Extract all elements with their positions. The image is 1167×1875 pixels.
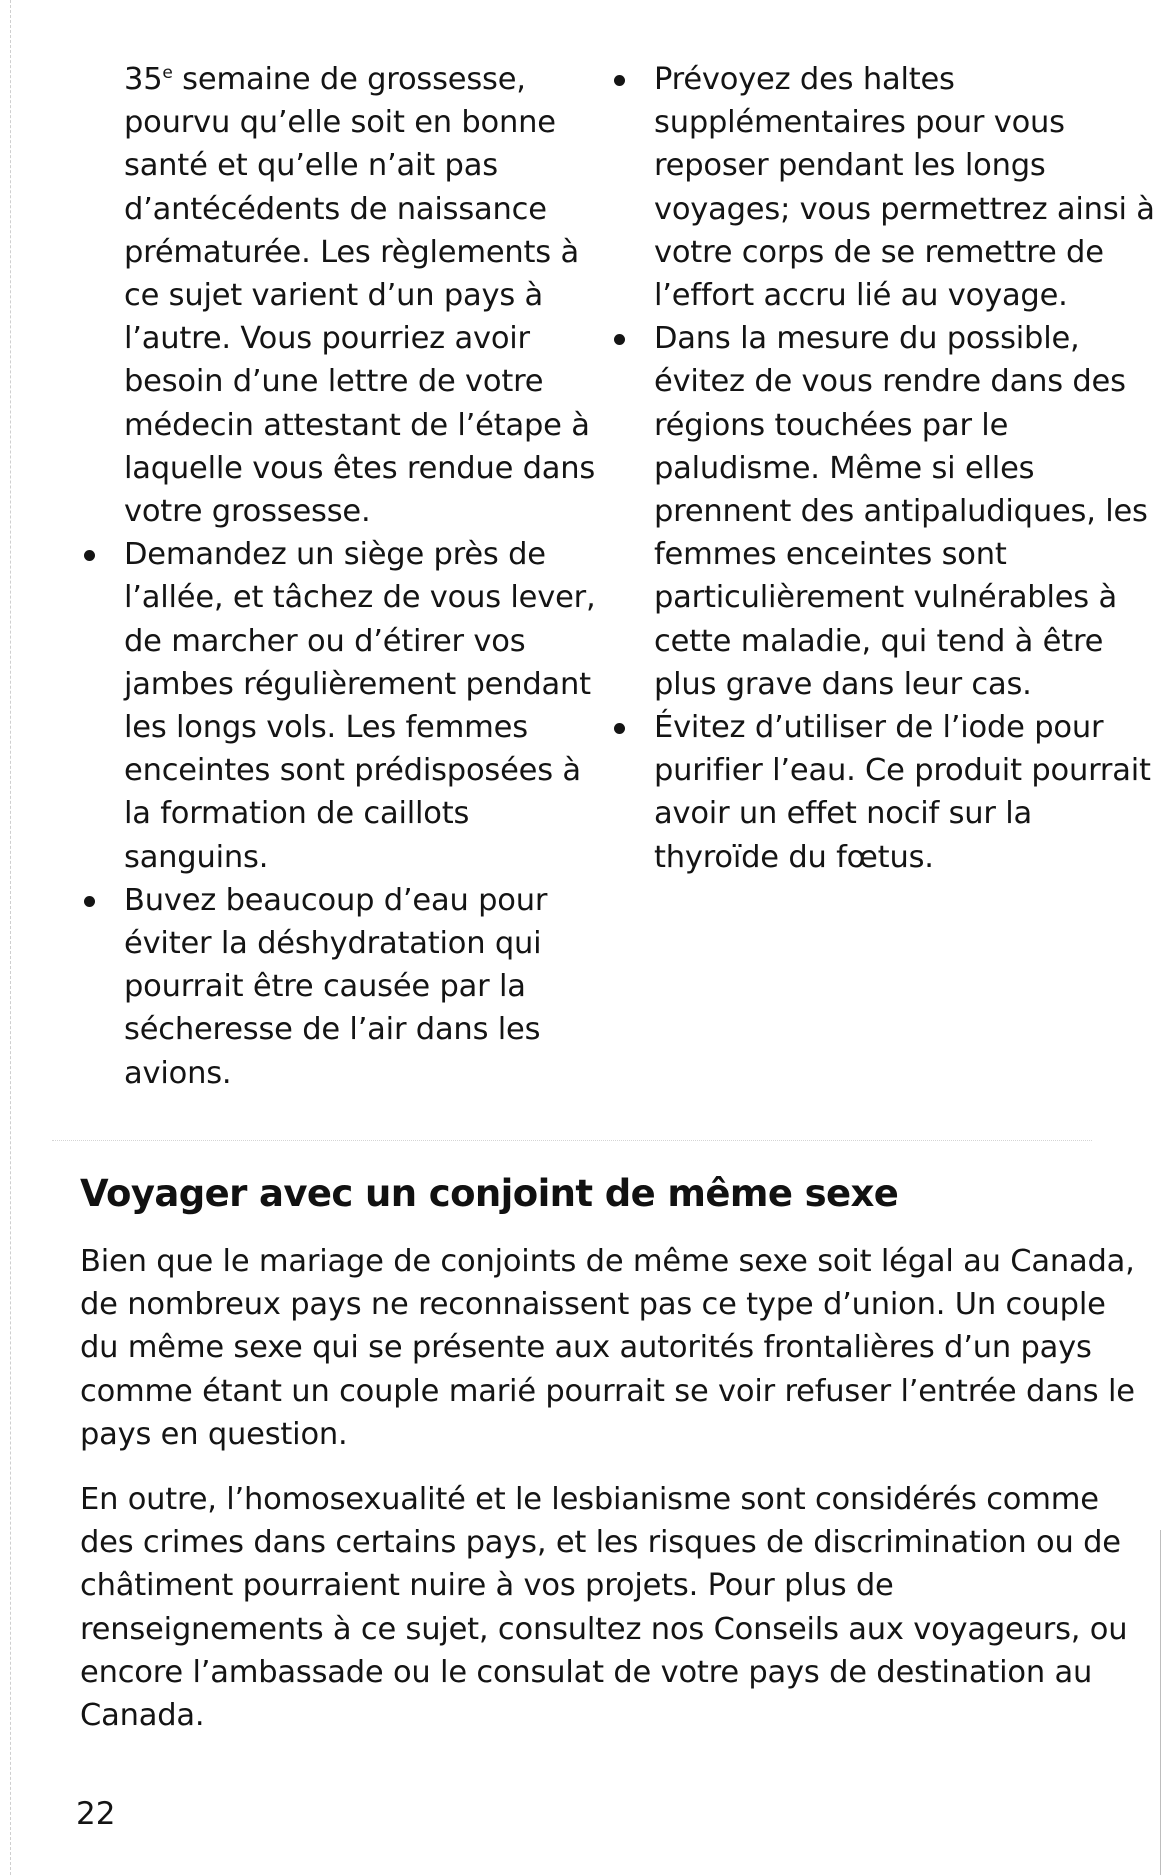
lead-text: semaine de grossesse, pourvu qu’elle soit en bonne santé et qu’elle n’ait pas d’antécédents de naissance prématurée. Les règlements à ce sujet varient d’un pays à l’autre. Vous pourriez avoir besoin d’une lettre de votre médecin attestant de l’étape à laquelle vous êtes rendue dans votre grossesse. (124, 62, 596, 530)
right-column (610, 58, 1155, 879)
section-paragraph: Bien que le mariage de conjoints de même sexe soit légal au Canada, de nombreux pays ne reconnaissent pas ce type d’union. Un couple du même sexe qui se présente aux autorités frontalières d’un pays comme étant un couple marié pourrait se voir refuser l’entrée dans le pays en question. (80, 1244, 1135, 1452)
same-sex-travel-section (80, 1170, 1140, 1759)
bullet-dot-icon (84, 550, 95, 561)
list-item-text: Buvez beaucoup d’eau pour éviter la déshydratation qui pourrait être causée par la sécheresse de l’air dans les avions. (124, 882, 548, 1091)
scan-edge-left (10, 0, 11, 1875)
bullet-dot-icon (614, 75, 625, 86)
left-bullet-list (80, 533, 600, 1095)
lead-superscript: e (162, 62, 173, 83)
list-item-text: Prévoyez des haltes supplémentaires pour vous reposer pendant les longs voyages; vous permettrez ainsi à votre corps de se remettre de l’effort accru lié au voyage. (654, 62, 1155, 314)
list-item (610, 317, 1155, 706)
right-bullet-list (610, 58, 1155, 879)
bullet-dot-icon (84, 896, 95, 907)
continued-paragraph (80, 58, 600, 533)
list-item (80, 533, 600, 879)
list-item-text: Évitez d’utiliser de l’iode pour purifier l’eau. Ce produit pourrait avoir un effet nocif sur la thyroïde du fœtus. (654, 710, 1151, 875)
list-item (610, 706, 1155, 879)
section-paragraph: En outre, l’homosexualité et le lesbianisme sont considérés comme des crimes dans certains pays, et les risques de discrimination ou de châtiment pourraient nuire à vos projets. Pour plus de renseignements à ce sujet, consultez nos Conseils aux voyageurs, ou encore l’ambassade ou le consulat de votre pays de destination au Canada. (80, 1482, 1128, 1734)
list-item (80, 879, 600, 1095)
bullet-dot-icon (614, 334, 625, 345)
section-heading: Voyager avec un conjoint de même sexe (80, 1172, 899, 1215)
lead-number: 35 (124, 62, 163, 97)
page-number: 22 (76, 1796, 116, 1832)
list-item-text: Demandez un siège près de l’allée, et tâchez de vous lever, de marcher ou d’étirer vos jambes régulièrement pendant les longs vols. Les femmes enceintes sont prédisposées à la formation de caillots sanguins. (124, 537, 596, 875)
list-item (610, 58, 1155, 317)
list-item-text: Dans la mesure du possible, évitez de vous rendre dans des régions touchées par le paludisme. Même si elles prennent des antipaludiques, les femmes enceintes sont particulièrement vulnérables à cette maladie, qui tend à être plus grave dans leur cas. (654, 321, 1148, 702)
bullet-dot-icon (614, 723, 625, 734)
left-column (80, 58, 600, 1095)
section-divider (52, 1140, 1092, 1141)
scan-edge-right (1160, 1530, 1161, 1875)
